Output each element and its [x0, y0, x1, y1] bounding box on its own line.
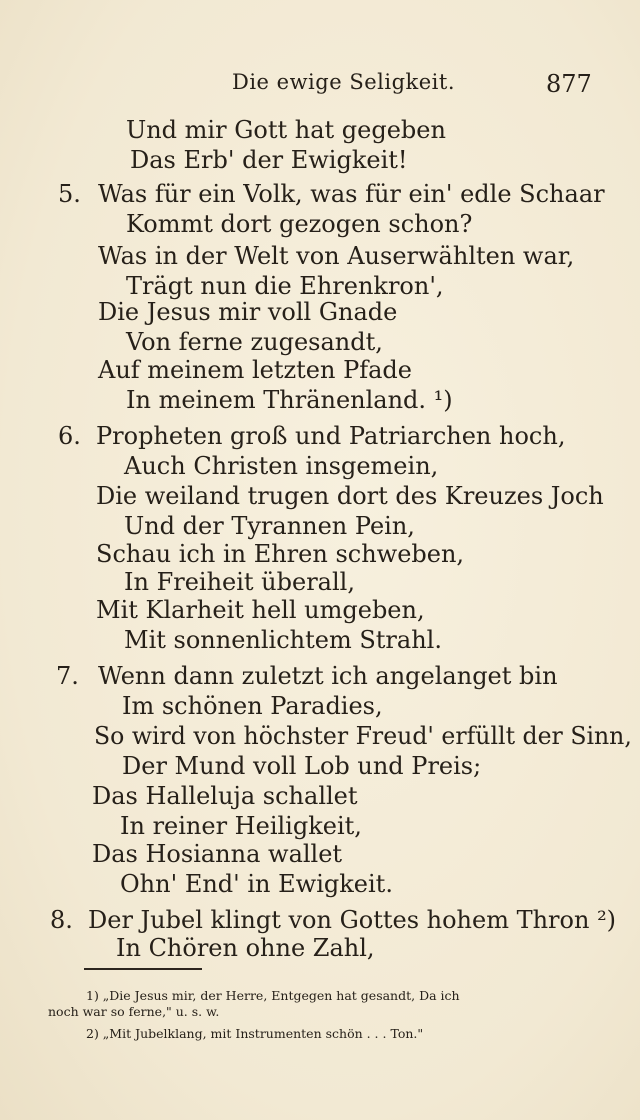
verse-line: Auf meinem letzten Pfade	[98, 356, 412, 384]
footnote-line: 1) „Die Jesus mir, der Herre, Entgegen hat gesandt, Da ich	[86, 988, 460, 1003]
verse-line: Auch Christen insgemein,	[124, 452, 439, 480]
verse-line: Das Erb' der Ewigkeit!	[130, 146, 408, 174]
page-number: 877	[546, 70, 592, 98]
verse-line: Mit Klarheit hell umgeben,	[96, 596, 425, 624]
footnote-line: 2) „Mit Jubelklang, mit Instrumenten schön . . . Ton."	[86, 1026, 424, 1041]
verse-line: Der Mund voll Lob und Preis;	[122, 752, 482, 780]
verse-line: In Freiheit überall,	[124, 568, 355, 596]
verse-line: Mit sonnenlichtem Strahl.	[124, 626, 442, 654]
verse-line: Und mir Gott hat gegeben	[126, 116, 446, 144]
verse-line: Kommt dort gezogen schon?	[126, 210, 473, 238]
verse-line: Von ferne zugesandt,	[126, 328, 383, 356]
verse-line: Was für ein Volk, was für ein' edle Schaar	[98, 180, 605, 208]
verse-line: Propheten groß und Patriarchen hoch,	[96, 422, 566, 450]
verse-line: Im schönen Paradies,	[122, 692, 383, 720]
verse-line: Das Halleluja schallet	[92, 782, 358, 810]
stanza-number: 5.	[58, 180, 81, 208]
footnote-rule	[84, 968, 202, 970]
verse-line: Trägt nun die Ehrenkron',	[126, 272, 444, 300]
stanza-number: 8.	[50, 906, 73, 934]
verse-line: Was in der Welt von Auserwählten war,	[98, 242, 575, 270]
verse-line: In reiner Heiligkeit,	[120, 812, 362, 840]
verse-line: Das Hosianna wallet	[92, 840, 343, 868]
verse-line: Die Jesus mir voll Gnade	[98, 298, 398, 326]
stanza-number: 7.	[56, 662, 79, 690]
verse-line: In Chören ohne Zahl,	[116, 934, 375, 962]
verse-line: Und der Tyrannen Pein,	[124, 512, 415, 540]
verse-line: Der Jubel klingt von Gottes hohem Thron ²)	[88, 906, 617, 934]
verse-line: In meinem Thränenland. ¹)	[126, 386, 453, 414]
verse-line: Schau ich in Ehren schweben,	[96, 540, 465, 568]
footnote-line: noch war so ferne," u. s. w.	[48, 1004, 220, 1019]
verse-line: Wenn dann zuletzt ich angelanget bin	[98, 662, 558, 690]
running-head: Die ewige Seligkeit.	[232, 70, 455, 94]
verse-line: Ohn' End' in Ewigkeit.	[120, 870, 393, 898]
verse-line: Die weiland trugen dort des Kreuzes Joch	[96, 482, 604, 510]
stanza-number: 6.	[58, 422, 81, 450]
verse-line: So wird von höchster Freud' erfüllt der Sinn,	[94, 722, 632, 750]
